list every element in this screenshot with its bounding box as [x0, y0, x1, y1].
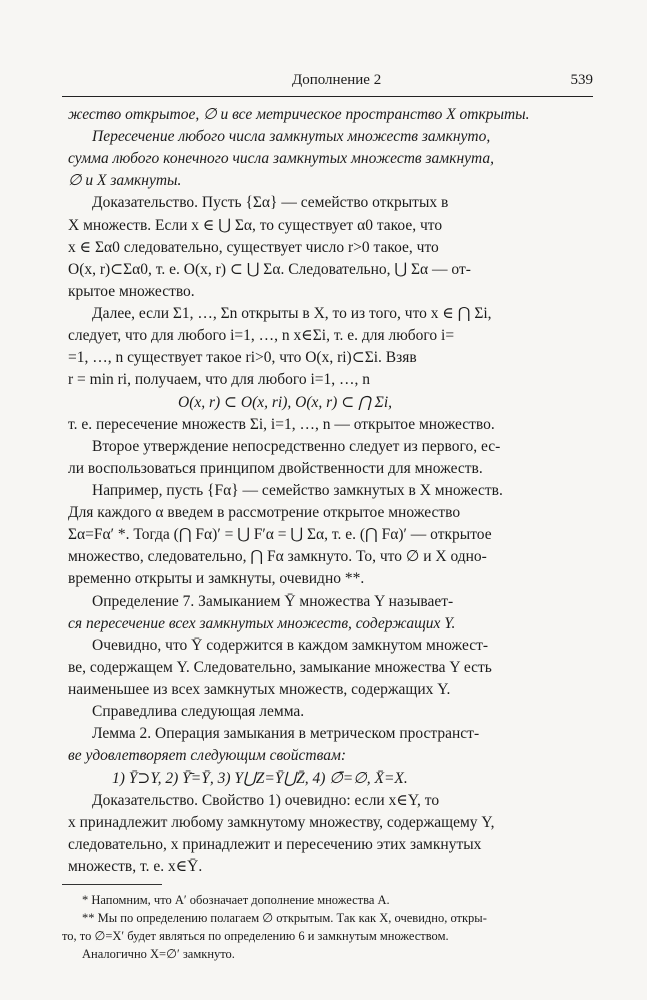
text-line: r = min ri, получаем, что для любого i=1, …, n	[68, 371, 371, 388]
text-line: O(x, r)⊂Σα0, т. е. O(x, r) ⊂ ⋃ Σα. Следовательно, ⋃ Σα — от-	[68, 261, 471, 278]
header-rule	[62, 96, 593, 97]
text-line: Справедлива следующая лемма.	[92, 703, 305, 720]
text-line: Доказательство. Пусть {Σα} — семейство открытых в	[92, 194, 449, 211]
footnote: то, то ∅=X′ будет являться по определению 6 и замкнутым множеством.	[62, 929, 449, 943]
text-line: x принадлежит любому замкнутому множеству, содержащему Y,	[68, 814, 495, 831]
text-line: следовательно, x принадлежит и пересечению этих замкнутых	[68, 836, 482, 853]
footnote: Аналогично X=∅′ замкнуто.	[82, 947, 235, 961]
footnote: * Напомним, что A′ обозначает дополнение множества A.	[82, 893, 390, 907]
text-line: Второе утверждение непосредственно следует из первого, ес-	[92, 438, 501, 455]
text-line: Для каждого α введем в рассмотрение открытое множество	[68, 504, 461, 521]
display-formula: O(x, r) ⊂ O(x, ri), O(x, r) ⊂ ⋂ Σi,	[178, 394, 393, 411]
text-line: множество, следовательно, ⋂ Fα замкнуто. То, что ∅ и X одно-	[68, 548, 487, 565]
text-line: сумма любого конечного числа замкнутых множеств замкнута,	[68, 150, 495, 167]
display-formula: 1) Ȳ⊃Y, 2) Ȳ̄=Ȳ, 3) Y⋃Z=Ȳ⋃Z̄, 4) ∅̄=∅, X̄=X.	[112, 770, 408, 787]
text-line: ве удовлетворяет следующим свойствам:	[68, 747, 347, 764]
text-line: X множеств. Если x ∈ ⋃ Σα, то существует α0 такое, что	[68, 217, 443, 234]
text-line: Далее, если Σ1, …, Σn открыты в X, то из того, что x ∈ ⋂ Σi,	[92, 305, 492, 322]
text-line: ∅ и X замкнуты.	[68, 172, 182, 189]
text-line: ся пересечение всех замкнутых множеств, содержащих Y.	[68, 615, 456, 632]
running-title: Дополнение 2	[292, 72, 382, 88]
text-line: ли воспользоваться принципом двойственности для множеств.	[68, 460, 483, 477]
footnote: ** Мы по определению полагаем ∅ открытым. Так как X, очевидно, откры-	[82, 911, 487, 925]
text-line: множеств, т. е. x∈Ȳ.	[68, 858, 203, 875]
text-line: x ∈ Σα0 следовательно, существует число r>0 такое, что	[68, 239, 439, 256]
text-line: ве, содержащем Y. Следовательно, замыкание множества Y есть	[68, 659, 492, 676]
text-line: =1, …, n существует такое ri>0, что O(x, ri)⊂Σi. Взяв	[68, 349, 417, 366]
page-header	[62, 72, 593, 94]
text-line: Пересечение любого числа замкнутых множеств замкнуто,	[92, 128, 491, 145]
text-line: Определение 7. Замыканием Ȳ множества Y называет-	[92, 593, 454, 610]
text-line: т. е. пересечение множеств Σi, i=1, …, n — открытое множество.	[68, 416, 495, 433]
text-line: следует, что для любого i=1, …, n x∈Σi, т. е. для любого i=	[68, 327, 455, 344]
text-line: Лемма 2. Операция замыкания в метрическом пространст-	[92, 725, 480, 742]
text-line: Например, пусть {Fα} — семейство замкнутых в X множеств.	[92, 482, 503, 499]
page-number: 539	[570, 72, 593, 88]
text-line: наименьшее из всех замкнутых множеств, содержащих Y.	[68, 681, 451, 698]
text-line: жество открытое, ∅ и все метрическое пространство X открыты.	[68, 106, 530, 123]
text-line: Очевидно, что Ȳ содержится в каждом замкнутом множест-	[92, 637, 489, 654]
text-line: крытое множество.	[68, 283, 195, 300]
text-line: временно открыты и замкнуты, очевидно **.	[68, 570, 365, 587]
text-line: Σα=Fα′ *. Тогда (⋂ Fα)′ = ⋃ F′α = ⋃ Σα, т. е. (⋂ Fα)′ — открытое	[68, 526, 492, 543]
text-line: Доказательство. Свойство 1) очевидно: если x∈Y, то	[92, 792, 440, 809]
